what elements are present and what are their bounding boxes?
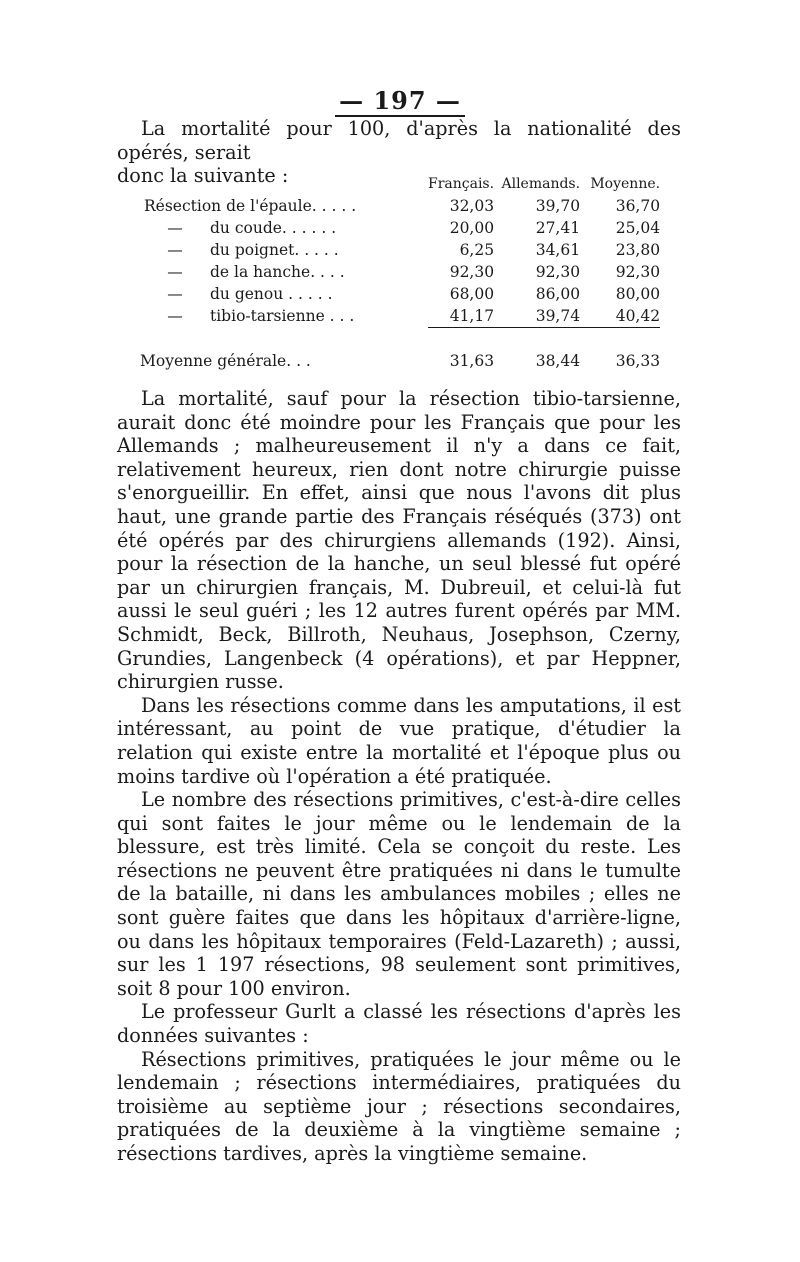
cell-french: 92,30	[449, 263, 495, 281]
cell-average: 80,00	[615, 285, 661, 303]
paragraph-primary: Le nombre des résections primitives, c'est-à-dire celles qui sont faites le jour même ou le lendemain de la blessure, est très limité. Cela se conçoit du reste. Les résections ne peuvent être pratiquées ni dans le tumulte de la bataille, ni dans les ambulances mobiles ; elles ne sont guère faites que dans les hôpitaux d'arrière-ligne, ou dans les hôpitaux temporaires (Feld-Lazareth) ; aussi, sur les 1 197 résections, 98 seulement sont primitives, soit 8 pour 100 environ.	[117, 788, 681, 1000]
cell-german: 92,30	[535, 263, 581, 281]
cell-average: 36,70	[615, 197, 661, 215]
paragraph-nationality: La mortalité, sauf pour la résection tibio-tarsienne, aurait donc été moindre pour les Français que pour les Allemands ; malheureusement il n'y a dans ce fait, relativement heureux, rien dont notre chirurgie puisse s'enorgueillir. En effet, ainsi que nous l'avons dit plus haut, une grande partie des Français réséqués (373) ont été opérés par des chirurgiens allemands (192). Ainsi, pour la résection de la hanche, un seul blessé fut opéré par un chirurgien français, M. Dubreuil, et celui-là fut aussi le seul guéri ; les 12 autres furent opérés par MM. Schmidt, Beck, Billroth, Neuhaus, Josephson, Czerny, Grundies, Langenbeck (4 opérations), et par Heppner, chirurgien russe.	[117, 387, 681, 694]
average-label: Moyenne générale. . .	[140, 352, 311, 370]
average-overall: 36,33	[615, 352, 661, 370]
cell-french: 6,25	[459, 241, 495, 259]
average-german: 38,44	[535, 352, 581, 370]
cell-average: 92,30	[615, 263, 661, 281]
row-joint: du poignet. . . . .	[210, 241, 339, 259]
row-joint: du genou . . . . .	[210, 285, 333, 303]
row-joint: de la hanche. . . .	[210, 263, 345, 281]
row-prefix: —	[167, 263, 183, 281]
row-prefix: Résection	[144, 197, 222, 215]
table-row	[140, 305, 660, 328]
row-prefix: —	[167, 241, 183, 259]
table-rule	[140, 328, 660, 351]
header-german: Allemands.	[501, 176, 581, 192]
body-text	[117, 387, 681, 1166]
paragraph-timing: Dans les résections comme dans les amputations, il est intéressant, au point de vue pratique, d'étudier la relation qui existe entre la mortalité et l'époque plus ou moins tardive où l'opération a été pratiquée.	[117, 693, 681, 788]
cell-french: 32,03	[449, 197, 495, 215]
sum-line	[428, 328, 660, 351]
cell-german: 27,41	[535, 219, 581, 237]
table-average-row	[140, 350, 660, 372]
cell-german: 34,61	[535, 241, 581, 259]
cell-average: 23,80	[615, 241, 661, 259]
row-joint: de l'épaule. . . . .	[226, 197, 357, 215]
cell-average: 40,42	[615, 307, 661, 325]
cell-french: 68,00	[449, 285, 495, 303]
row-prefix: —	[167, 307, 183, 326]
cell-average: 25,04	[615, 219, 661, 237]
row-prefix: —	[167, 285, 183, 303]
cell-french: 41,17	[449, 307, 495, 325]
header-french: Français.	[428, 176, 495, 192]
header-average: Moyenne.	[590, 176, 661, 192]
table-row	[140, 283, 660, 305]
mortality-table	[140, 173, 660, 372]
table-row	[140, 195, 660, 217]
paragraph-classes: Résections primitives, pratiquées le jour même ou le lendemain ; résections intermédiaires, pratiquées du troisième au septième jour ; résections secondaires, pratiquées de la deuxième à la vingtième semaine ; résections tardives, après la vingtième semaine.	[117, 1047, 681, 1165]
table-row	[140, 261, 660, 283]
table-row	[140, 217, 660, 239]
paragraph-gurlt: Le professeur Gurlt a classé les résections d'après les données suivantes :	[117, 1000, 681, 1048]
table-row	[140, 239, 660, 261]
average-french: 31,63	[449, 352, 495, 370]
intro-line-2: donc la suivante :	[117, 164, 289, 188]
cell-german: 39,70	[535, 197, 581, 215]
row-joint: tibio-tarsienne . . .	[210, 307, 355, 326]
cell-german: 39,74	[535, 307, 581, 325]
row-prefix: —	[167, 219, 183, 237]
page-number: — 197 —	[0, 86, 800, 115]
intro-line-1: La mortalité pour 100, d'après la nationalité des opérés, serait	[117, 117, 681, 164]
table-header-row	[140, 173, 660, 195]
row-joint: du coude. . . . . .	[210, 219, 337, 237]
cell-german: 86,00	[535, 285, 581, 303]
cell-french: 20,00	[449, 219, 495, 237]
